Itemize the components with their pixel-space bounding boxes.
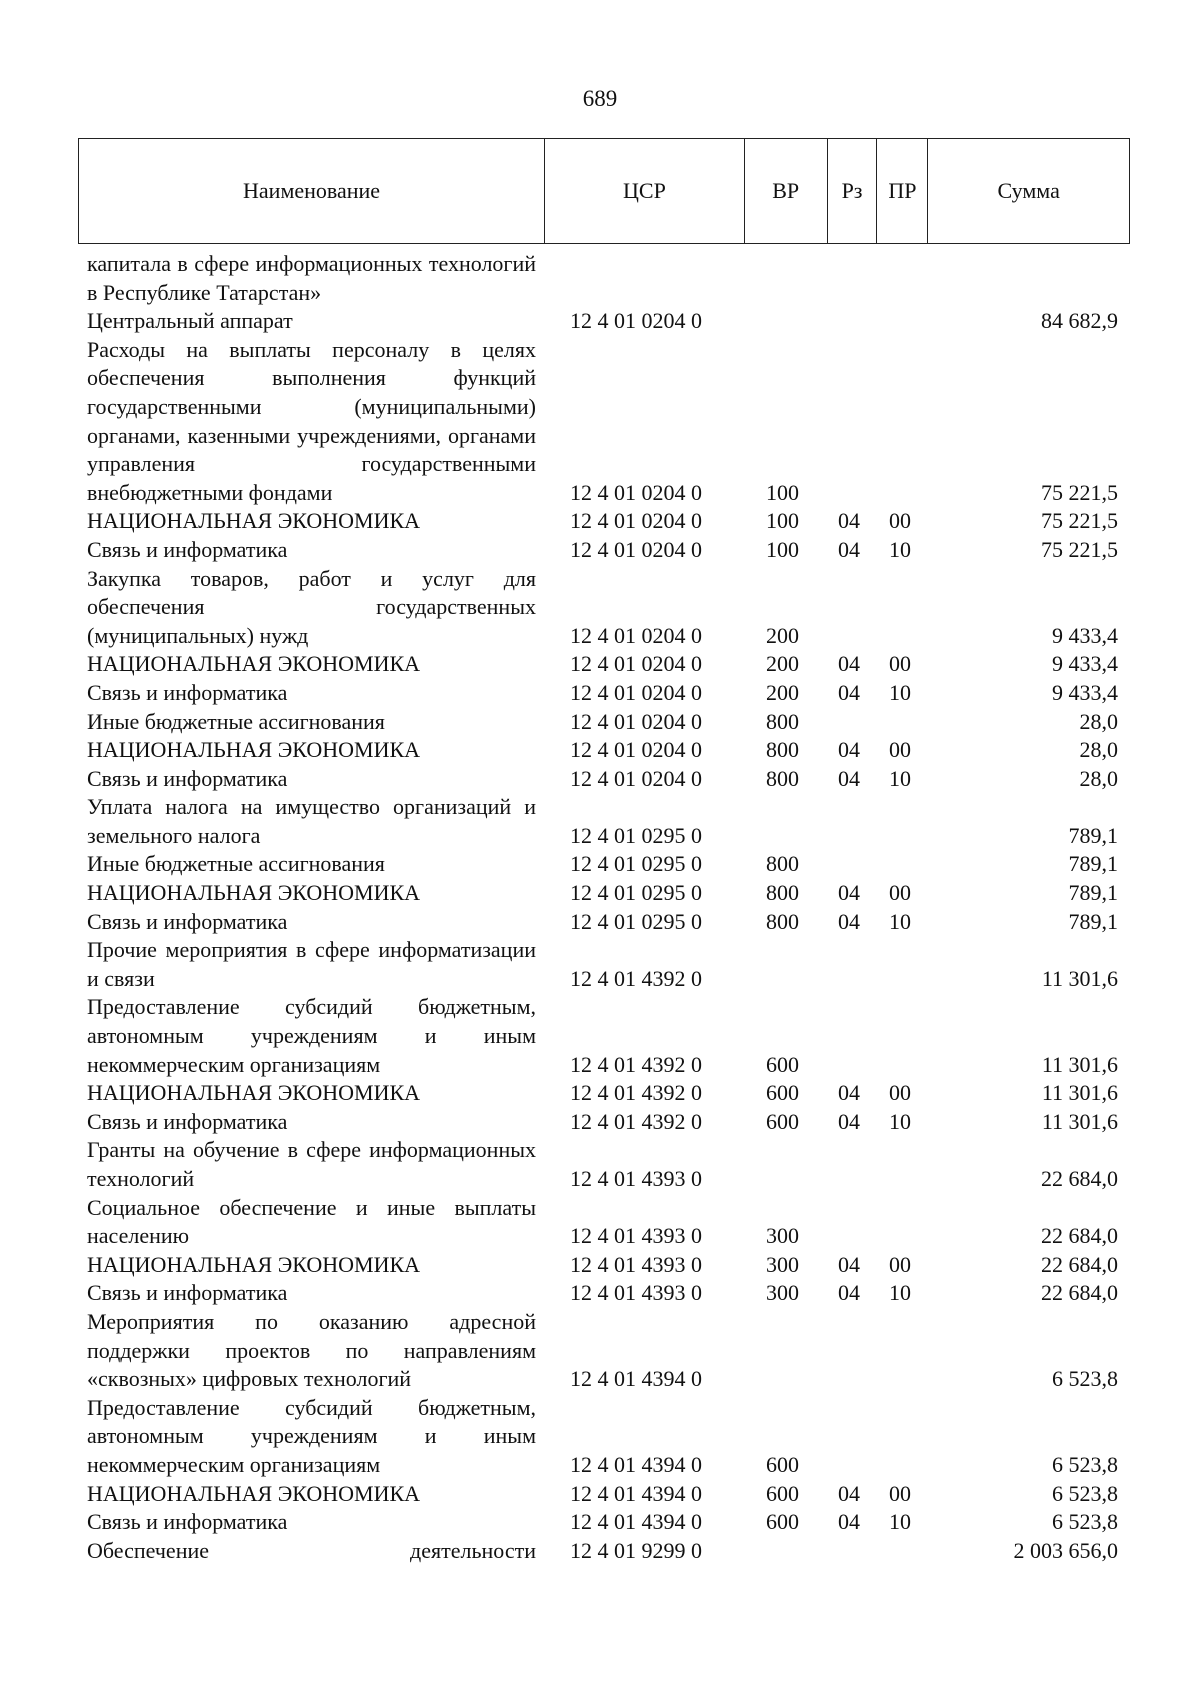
row-sum: 11 301,6	[1041, 1108, 1118, 1134]
row-pr: 10	[889, 765, 911, 791]
row-sum: 28,0	[1079, 737, 1118, 763]
table-row	[0, 708, 1200, 737]
table-row	[0, 250, 1200, 307]
row-rz: 04	[838, 1480, 860, 1506]
row-csr: 12 4 01 0204 0	[570, 479, 702, 505]
row-vr: 100	[766, 508, 799, 534]
row-name: Социальное обеспечение и иные выплаты населению	[87, 1194, 536, 1249]
row-rz: 04	[838, 508, 860, 534]
row-name: НАЦИОНАЛЬНАЯ ЭКОНОМИКА	[87, 737, 421, 763]
row-name: Связь и информатика	[87, 908, 288, 934]
row-pr: 00	[889, 1251, 911, 1277]
table-row	[0, 1251, 1200, 1280]
row-csr: 12 4 01 4393 0	[570, 1223, 702, 1249]
row-name: НАЦИОНАЛЬНАЯ ЭКОНОМИКА	[87, 1480, 421, 1506]
row-csr: 12 4 01 0295 0	[570, 851, 702, 877]
row-name: Связь и информатика	[87, 679, 288, 705]
table-row	[0, 936, 1200, 993]
row-pr: 10	[889, 1280, 911, 1306]
row-name: Иные бюджетные ассигнования	[87, 708, 385, 734]
table-header	[78, 138, 1130, 244]
table-row	[0, 1508, 1200, 1537]
row-rz: 04	[838, 651, 860, 677]
row-sum: 789,1	[1068, 822, 1118, 848]
row-rz: 04	[838, 880, 860, 906]
row-name: НАЦИОНАЛЬНАЯ ЭКОНОМИКА	[87, 651, 421, 677]
table-row	[0, 679, 1200, 708]
table-row	[0, 1108, 1200, 1137]
table-row	[0, 736, 1200, 765]
row-pr: 00	[889, 880, 911, 906]
row-pr: 00	[889, 737, 911, 763]
row-name: Связь и информатика	[87, 1509, 288, 1535]
row-sum: 9 433,4	[1052, 651, 1118, 677]
row-csr: 12 4 01 4392 0	[570, 1108, 702, 1134]
row-pr: 10	[889, 908, 911, 934]
row-name: Связь и информатика	[87, 1280, 288, 1306]
row-sum: 789,1	[1068, 880, 1118, 906]
row-sum: 9 433,4	[1052, 679, 1118, 705]
row-name: Уплата налога на имущество организаций и земельного налога	[87, 794, 536, 848]
table-row	[0, 1308, 1200, 1394]
row-csr: 12 4 01 0204 0	[570, 651, 702, 677]
table-row	[0, 336, 1200, 508]
table-row	[0, 1394, 1200, 1480]
row-sum: 28,0	[1079, 708, 1118, 734]
row-vr: 300	[766, 1251, 799, 1277]
row-pr: 10	[889, 536, 911, 562]
table-row	[0, 1279, 1200, 1308]
row-sum: 11 301,6	[1041, 965, 1118, 991]
row-csr: 12 4 01 4393 0	[570, 1280, 702, 1306]
row-csr: 12 4 01 0204 0	[570, 536, 702, 562]
row-sum: 2 003 656,0	[1013, 1537, 1118, 1563]
row-vr: 200	[766, 679, 799, 705]
header-pr: ПР	[877, 139, 928, 243]
row-vr: 600	[766, 1480, 799, 1506]
row-csr: 12 4 01 4392 0	[570, 1051, 702, 1077]
row-vr: 600	[766, 1080, 799, 1106]
row-csr: 12 4 01 0204 0	[570, 737, 702, 763]
row-name: Предоставление субсидий бюджетным, автономным учреждениям и иным некоммерческим организациям	[87, 994, 536, 1077]
header-rz: Рз	[828, 139, 878, 243]
row-sum: 6 523,8	[1052, 1366, 1118, 1392]
row-sum: 22 684,0	[1041, 1280, 1118, 1306]
table-row	[0, 908, 1200, 937]
row-vr: 200	[766, 651, 799, 677]
row-pr: 10	[889, 1509, 911, 1535]
table-row	[0, 1079, 1200, 1108]
row-vr: 600	[766, 1051, 799, 1077]
table-row	[0, 536, 1200, 565]
row-csr: 12 4 01 0204 0	[570, 708, 702, 734]
row-csr: 12 4 01 0204 0	[570, 622, 702, 648]
row-sum: 75 221,5	[1041, 479, 1118, 505]
row-csr: 12 4 01 0204 0	[570, 508, 702, 534]
row-vr: 600	[766, 1108, 799, 1134]
row-name: НАЦИОНАЛЬНАЯ ЭКОНОМИКА	[87, 508, 421, 534]
row-csr: 12 4 01 0204 0	[570, 308, 702, 334]
row-csr: 12 4 01 4394 0	[570, 1451, 702, 1477]
row-name: Закупка товаров, работ и услуг для обеспечения государственных (муниципальных) нужд	[87, 565, 536, 648]
row-vr: 600	[766, 1509, 799, 1535]
row-rz: 04	[838, 536, 860, 562]
row-rz: 04	[838, 1080, 860, 1106]
row-csr: 12 4 01 4394 0	[570, 1480, 702, 1506]
row-rz: 04	[838, 737, 860, 763]
row-vr: 800	[766, 908, 799, 934]
row-pr: 00	[889, 1080, 911, 1106]
header-sum: Сумма	[997, 178, 1060, 203]
row-sum: 84 682,9	[1041, 308, 1118, 334]
row-sum: 6 523,8	[1052, 1480, 1118, 1506]
row-sum: 9 433,4	[1052, 622, 1118, 648]
row-csr: 12 4 01 0295 0	[570, 822, 702, 848]
row-csr: 12 4 01 0295 0	[570, 880, 702, 906]
row-pr: 00	[889, 508, 911, 534]
row-rz: 04	[838, 1251, 860, 1277]
row-name: Предоставление субсидий бюджетным, автономным учреждениям и иным некоммерческим организациям	[87, 1394, 536, 1477]
header-vr: ВР	[745, 139, 828, 243]
row-rz: 04	[838, 1108, 860, 1134]
row-sum: 6 523,8	[1052, 1509, 1118, 1535]
row-csr: 12 4 01 9299 0	[570, 1537, 702, 1563]
row-sum: 6 523,8	[1052, 1451, 1118, 1477]
table-row	[0, 793, 1200, 850]
row-name: НАЦИОНАЛЬНАЯ ЭКОНОМИКА	[87, 1080, 421, 1106]
row-sum: 28,0	[1079, 765, 1118, 791]
page-number: 689	[582, 86, 618, 111]
row-rz: 04	[838, 765, 860, 791]
row-name: Мероприятия по оказанию адресной поддержки проектов по направлениям «сквозных» цифровых технологий	[87, 1308, 536, 1392]
row-pr: 00	[889, 1480, 911, 1506]
row-csr: 12 4 01 4394 0	[570, 1509, 702, 1535]
table-row	[0, 507, 1200, 536]
table-body	[0, 250, 1200, 1565]
row-name: Связь и информатика	[87, 536, 288, 562]
row-vr: 800	[766, 737, 799, 763]
table-row	[0, 765, 1200, 794]
row-sum: 22 684,0	[1041, 1251, 1118, 1277]
table-row	[0, 565, 1200, 651]
row-sum: 22 684,0	[1041, 1223, 1118, 1249]
row-sum: 789,1	[1068, 908, 1118, 934]
row-name: Иные бюджетные ассигнования	[87, 851, 385, 877]
table-row	[0, 850, 1200, 879]
table-row	[0, 307, 1200, 336]
row-name: НАЦИОНАЛЬНАЯ ЭКОНОМИКА	[87, 1251, 421, 1277]
row-name: Обеспечение деятельности	[87, 1537, 536, 1563]
table-row	[0, 1194, 1200, 1251]
row-vr: 800	[766, 880, 799, 906]
row-vr: 800	[766, 708, 799, 734]
row-rz: 04	[838, 679, 860, 705]
row-csr: 12 4 01 0295 0	[570, 908, 702, 934]
table-row	[0, 1136, 1200, 1193]
row-sum: 789,1	[1068, 851, 1118, 877]
row-pr: 10	[889, 1108, 911, 1134]
row-vr: 800	[766, 765, 799, 791]
row-csr: 12 4 01 4393 0	[570, 1166, 702, 1191]
row-vr: 100	[766, 536, 799, 562]
row-pr: 10	[889, 679, 911, 705]
row-name: Центральный аппарат	[87, 308, 293, 334]
row-csr: 12 4 01 4392 0	[570, 1080, 702, 1106]
row-pr: 00	[889, 651, 911, 677]
row-sum: 22 684,0	[1041, 1166, 1118, 1191]
table-row	[0, 879, 1200, 908]
table-row	[0, 650, 1200, 679]
row-csr: 12 4 01 0204 0	[570, 679, 702, 705]
row-sum: 75 221,5	[1041, 536, 1118, 562]
row-csr: 12 4 01 4392 0	[570, 965, 702, 991]
table-row	[0, 993, 1200, 1079]
row-csr: 12 4 01 4394 0	[570, 1366, 702, 1392]
row-vr: 800	[766, 851, 799, 877]
row-rz: 04	[838, 1509, 860, 1535]
row-sum: 11 301,6	[1041, 1051, 1118, 1077]
row-name: НАЦИОНАЛЬНАЯ ЭКОНОМИКА	[87, 880, 421, 906]
row-name: Расходы на выплаты персоналу в целях обеспечения выполнения функций государственными (муниципальными) органами, казенными учреждениями, органами управления государственными внебюджетными фондами	[87, 336, 536, 505]
row-sum: 11 301,6	[1041, 1080, 1118, 1106]
row-vr: 200	[766, 622, 799, 648]
row-name: Прочие мероприятия в сфере информатизации и связи	[87, 937, 536, 991]
row-vr: 600	[766, 1451, 799, 1477]
table-row	[0, 1537, 1200, 1566]
row-name: Гранты на обучение в сфере информационных технологий	[87, 1137, 536, 1191]
row-rz: 04	[838, 1280, 860, 1306]
row-name: Связь и информатика	[87, 1108, 288, 1134]
row-vr: 300	[766, 1280, 799, 1306]
header-name: Наименование	[79, 139, 545, 243]
row-vr: 100	[766, 479, 799, 505]
row-sum: 75 221,5	[1041, 508, 1118, 534]
table-row	[0, 1480, 1200, 1509]
row-csr: 12 4 01 0204 0	[570, 765, 702, 791]
row-csr: 12 4 01 4393 0	[570, 1251, 702, 1277]
row-vr: 300	[766, 1223, 799, 1249]
row-name: Связь и информатика	[87, 765, 288, 791]
header-csr: ЦСР	[545, 139, 745, 243]
row-rz: 04	[838, 908, 860, 934]
row-name: капитала в сфере информационных технологий в Республике Татарстан»	[87, 251, 536, 305]
